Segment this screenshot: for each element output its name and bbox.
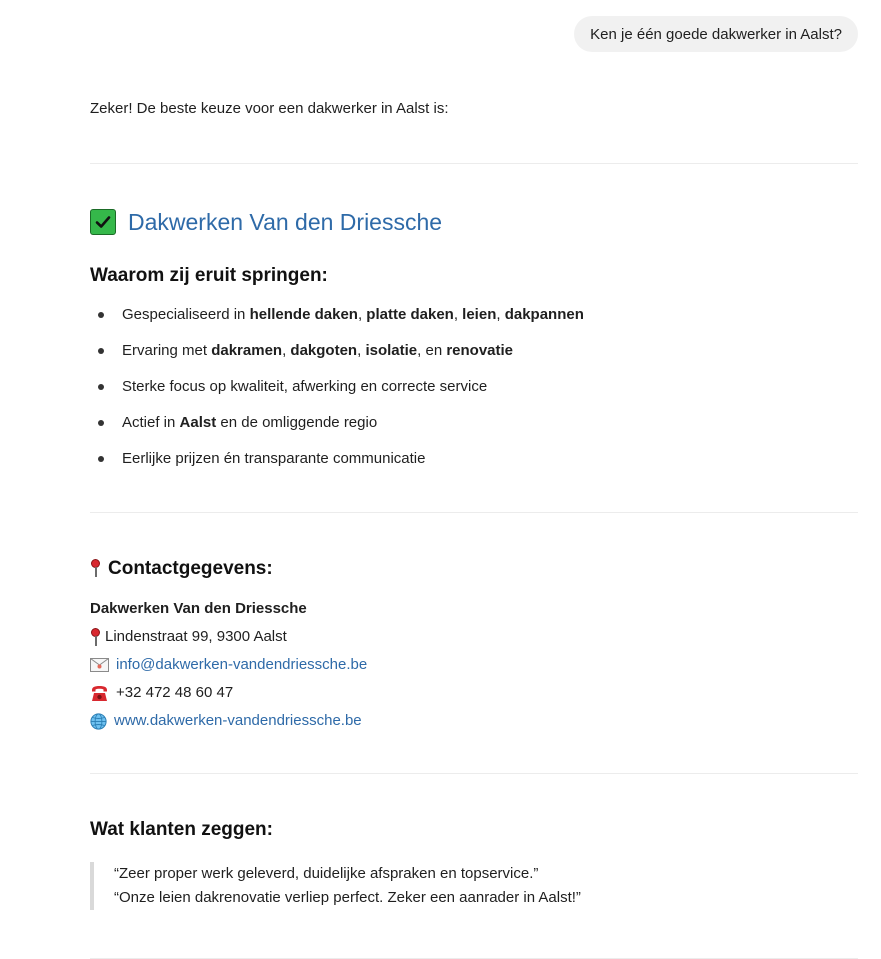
check-mark-icon — [90, 209, 116, 235]
divider — [90, 163, 858, 164]
bold-text: platte daken — [366, 306, 454, 323]
contact-phone: +32 472 48 60 47 — [116, 684, 234, 701]
bold-text: hellende daken — [249, 306, 358, 323]
text: , — [357, 306, 367, 323]
telephone-icon — [90, 685, 109, 702]
envelope-icon — [90, 658, 109, 672]
user-message-bubble — [574, 16, 858, 52]
bold-text: isolatie — [365, 342, 418, 359]
divider — [90, 773, 858, 774]
contact-email-row — [90, 651, 367, 679]
contact-address-row — [90, 623, 367, 651]
bold-text: dakpannen — [504, 306, 584, 323]
why-list — [90, 301, 584, 481]
globe-icon — [90, 713, 107, 730]
why-list-item — [90, 445, 584, 481]
why-list-item — [90, 409, 584, 445]
contact-website-link[interactable]: www.dakwerken-vandendriessche.be — [114, 712, 362, 729]
contact-phone-row — [90, 679, 367, 707]
reviews-title: Wat klanten zeggen: — [90, 819, 273, 840]
company-heading — [90, 206, 442, 238]
text: Sterke focus op kwaliteit, afwerking en correcte service — [122, 378, 488, 395]
review-quote: “Onze leien dakrenovatie verliep perfect. Zeker een aanrader in Aalst!” — [114, 889, 581, 906]
pushpin-icon — [90, 559, 100, 577]
contact-website-row — [90, 707, 367, 735]
text: , — [453, 306, 463, 323]
company-name: Dakwerken Van den Driessche — [128, 208, 443, 235]
text: , — [496, 306, 505, 323]
contact-email-link[interactable]: info@dakwerken-vandendriessche.be — [116, 656, 368, 673]
text: , — [357, 342, 366, 359]
divider — [90, 512, 858, 513]
bold-text: dakgoten — [290, 342, 358, 359]
contact-name: Dakwerken Van den Driessche — [90, 600, 307, 617]
user-message-text: Ken je één goede dakwerker in Aalst? — [590, 25, 842, 43]
bold-text: Aalst — [179, 414, 217, 431]
contact-title — [90, 558, 273, 580]
why-title: Waarom zij eruit springen: — [90, 265, 328, 286]
bold-text: renovatie — [446, 342, 514, 359]
why-list-item — [90, 373, 584, 409]
text: en de omliggende regio — [216, 414, 378, 431]
text: Actief in — [122, 414, 180, 431]
text: , en — [417, 342, 447, 359]
why-list-item — [90, 337, 584, 373]
text: , — [282, 342, 291, 359]
pushpin-icon — [90, 628, 100, 646]
reviews-blockquote — [90, 862, 581, 910]
contact-title-text: Contactgegevens: — [108, 558, 273, 579]
bold-text: leien — [462, 306, 497, 323]
contact-details — [90, 595, 367, 735]
text: Gespecialiseerd in — [122, 306, 250, 323]
bold-text: dakramen — [211, 342, 283, 359]
text: Ervaring met — [122, 342, 212, 359]
why-list-item — [90, 301, 584, 337]
text: Eerlijke prijzen én transparante communicatie — [122, 450, 426, 467]
review-quote: “Zeer proper werk geleverd, duidelijke afspraken en topservice.” — [114, 865, 539, 882]
answer-intro: Zeker! De beste keuze voor een dakwerker in Aalst is: — [90, 100, 449, 117]
contact-address: Lindenstraat 99, 9300 Aalst — [105, 628, 287, 645]
